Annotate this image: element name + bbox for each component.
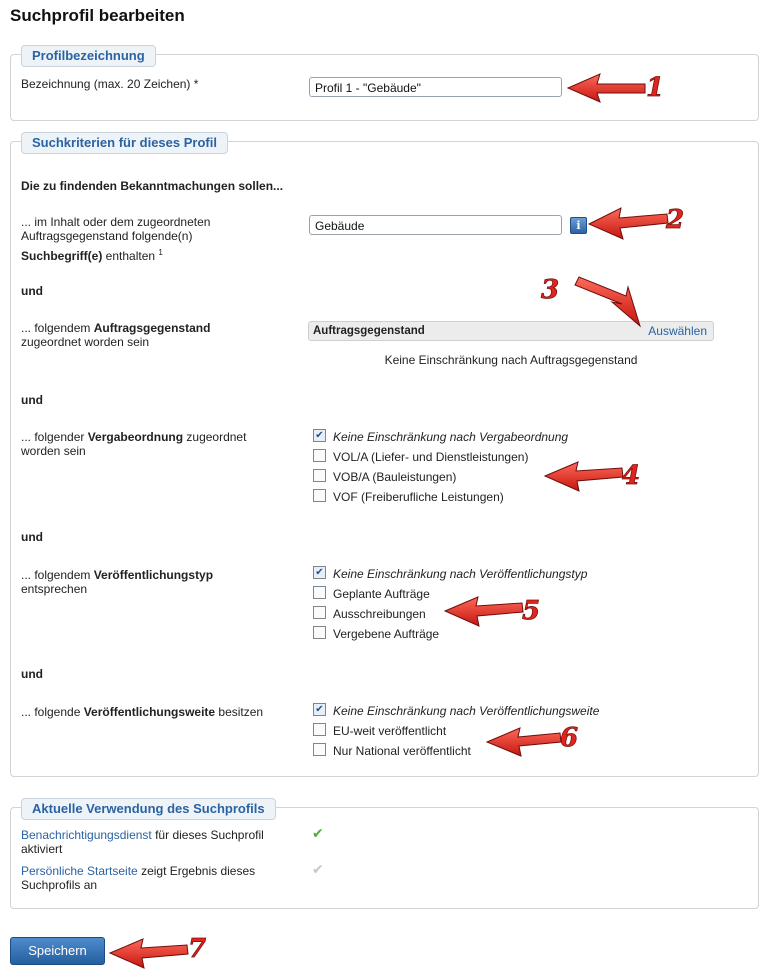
suchbegriff-input[interactable]: Gebäude [309,215,562,235]
annotation-arrow-3 [541,275,640,326]
and-label: und [21,530,43,544]
suchbegriff-label: ... im Inhalt oder dem zugeordneten Auftragsgegenstand folgende(n) Suchbegriff(e) enthalten $^1$ [21,215,211,263]
svg-text:5: 5 [522,596,541,626]
checkbox-label: Keine Einschränkung nach Vergabeordnung [333,429,569,444]
svg-text:3: 3 [541,275,560,305]
checkbox[interactable]: ✔ [313,566,326,579]
svg-text:2: 2 [666,205,685,235]
check-active-icon: ✔ [312,825,324,841]
weite-label: ... folgende Veröffentlichungsweite besitzen [21,705,264,719]
annotation-arrow-1 [568,73,664,103]
and-label: und [21,284,43,298]
benachrichtigungsdienst-link[interactable]: Benachrichtigungsdienst [21,828,152,842]
checkbox-label: EU-weit veröffentlicht [333,723,447,738]
startseite-link[interactable]: Persönliche Startseite [21,864,138,878]
bezeichnung-label: Bezeichnung (max. 20 Zeichen) * [21,77,199,91]
check-inactive-icon: ✔ [312,861,324,877]
suchkriterien-legend: Suchkriterien für dieses Profil [21,132,228,154]
checkbox-label: Ausschreibungen [333,606,426,621]
checkbox-label: Geplante Aufträge [333,586,430,601]
checkbox[interactable]: ✔ [313,429,326,442]
and-label: und [21,667,43,681]
svg-text:7: 7 [188,934,207,964]
checkbox-label: Nur National veröffentlicht [333,743,471,758]
annotation-arrow-4 [545,461,640,491]
page-title: Suchprofil bearbeiten [10,6,185,25]
verwendung-legend: Aktuelle Verwendung des Suchprofils [21,798,276,820]
svg-text:6: 6 [560,723,579,753]
intro-text: Die zu findenden Bekanntmachungen sollen... [21,179,284,193]
profilbezeichnung-legend: Profilbezeichnung [21,45,156,67]
checkbox-label: Keine Einschränkung nach Veröffentlichungstyp [333,566,588,581]
bezeichnung-input[interactable]: Profil 1 - "Gebäude" [309,77,562,97]
annotation-arrow-6 [487,723,578,756]
annotation-arrow-2 [589,205,684,239]
svg-text:4: 4 [622,461,641,491]
auftrag-label: ... folgendem Auftragsgegenstand zugeordnet worden sein [21,321,211,349]
typ-label: ... folgendem Veröffentlichungstyp entsprechen [21,568,214,596]
checkbox-label: VOB/A (Bauleistungen) [333,469,457,484]
info-icon[interactable]: i [570,217,587,234]
benachrichtigung-row: Benachrichtigungsdienst für dieses Suchprofil aktiviert [21,828,264,856]
checkbox-label: VOF (Freiberufliche Leistungen) [333,489,504,504]
svg-text:1: 1 [646,73,665,103]
vergabe-label: ... folgender Vergabeordnung zugeordnet worden sein [21,430,247,458]
checkbox[interactable]: ✔ [313,703,326,716]
checkbox-label: Keine Einschränkung nach Veröffentlichungsweite [333,703,600,718]
auftrag-bar-title: Auftragsgegenstand [313,325,425,337]
and-label: und [21,393,43,407]
checkbox-label: Vergebene Aufträge [333,626,440,641]
annotation-arrow-7 [110,934,206,968]
save-button[interactable]: Speichern [10,937,105,965]
auswaehlen-button[interactable]: Auswählen [648,324,707,338]
startseite-row: Persönliche Startseite zeigt Ergebnis dieses Suchprofils an [21,864,256,892]
auftrag-note: Keine Einschränkung nach Auftragsgegenstand [384,353,638,367]
annotation-arrow-5 [445,596,540,626]
checkbox-label: VOL/A (Liefer- und Dienstleistungen) [333,449,529,464]
